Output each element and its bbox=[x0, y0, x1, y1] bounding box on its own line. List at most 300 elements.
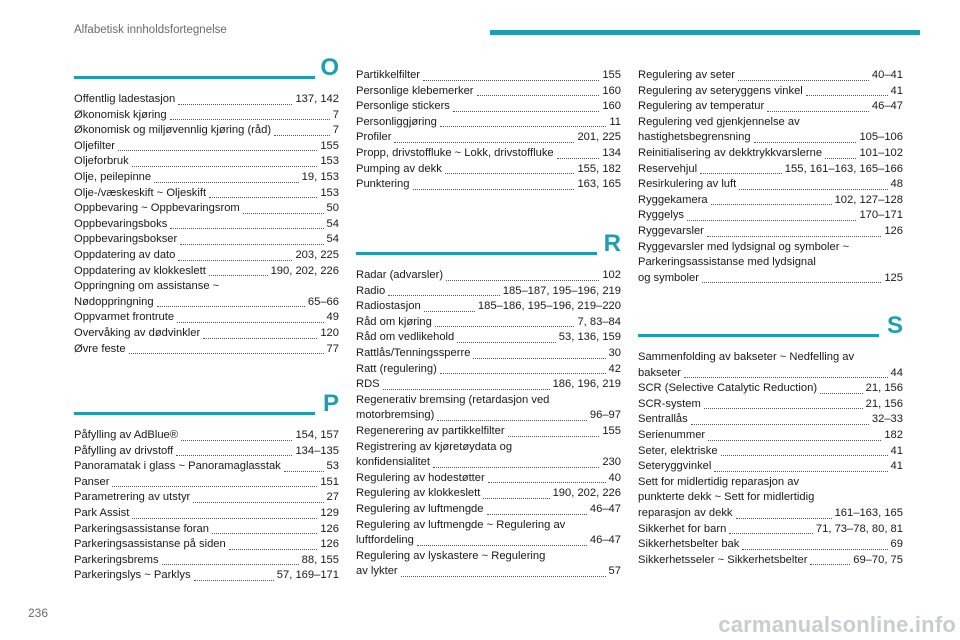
index-entry bbox=[74, 475, 339, 491]
index-entry-pages: 21, 156 bbox=[865, 382, 903, 395]
dot-leader bbox=[401, 575, 606, 577]
index-entry bbox=[356, 502, 621, 518]
index-entry-pages: 48 bbox=[890, 178, 903, 191]
index-entry bbox=[74, 342, 339, 358]
index-entry bbox=[638, 537, 903, 553]
dot-leader bbox=[806, 94, 888, 96]
dot-leader bbox=[433, 466, 599, 468]
index-entry-pages: 186, 196, 219 bbox=[552, 378, 621, 391]
section-letter: P bbox=[322, 390, 339, 417]
index-entry bbox=[74, 92, 339, 108]
dot-leader bbox=[810, 563, 850, 565]
index-entry bbox=[74, 490, 339, 506]
index-entry-text: Seteryggvinkel bbox=[638, 460, 712, 473]
header-accent-bar bbox=[490, 30, 920, 35]
dot-leader bbox=[112, 485, 317, 487]
index-entry-pages: 155 bbox=[602, 69, 621, 81]
index-entry-pages: 160 bbox=[602, 100, 621, 113]
index-entry-pages: 170–171 bbox=[859, 209, 903, 222]
index-entry-pages: 46–47 bbox=[589, 502, 621, 515]
index-entry bbox=[74, 232, 339, 248]
index-entry bbox=[356, 84, 621, 100]
index-entry-text: Økonomisk og miljøvennlig kjøring (råd) bbox=[74, 124, 272, 137]
index-entry bbox=[638, 522, 903, 538]
index-entry-pages: 54 bbox=[326, 217, 339, 230]
dot-leader bbox=[437, 419, 587, 421]
index-entry-pages: 151 bbox=[320, 475, 339, 488]
index-entry bbox=[356, 377, 621, 393]
index-entry bbox=[74, 170, 339, 186]
index-entry bbox=[74, 264, 339, 280]
index-entry bbox=[356, 115, 621, 131]
index-entry-text: Sentrallås bbox=[638, 413, 688, 426]
index-entry-pages: 161–163, 165 bbox=[834, 506, 903, 519]
index-entry-pages: 19, 153 bbox=[301, 170, 339, 183]
dot-leader bbox=[742, 548, 887, 550]
index-entry bbox=[638, 475, 903, 522]
index-entry-text: SCR (Selective Catalytic Reduction) bbox=[638, 382, 818, 395]
index-entry bbox=[356, 440, 621, 471]
index-entry-text: Offentlig ladestasjon bbox=[74, 93, 176, 105]
index-entry-pages: 155 bbox=[320, 139, 339, 152]
index-entry-text: Regulering av seteryggens vinkel bbox=[638, 84, 803, 97]
dot-leader bbox=[435, 325, 575, 327]
section-divider bbox=[638, 334, 879, 337]
index-entry bbox=[356, 268, 621, 284]
index-entry-text: Parametrering av utstyr bbox=[74, 491, 191, 504]
index-entry-text: Olje, peilepinne bbox=[74, 170, 152, 183]
index-entry bbox=[638, 115, 903, 146]
index-entry-pages: 126 bbox=[320, 538, 339, 551]
index-entry-text: Parkeringslys ~ Parklys bbox=[74, 569, 191, 582]
dot-leader bbox=[180, 243, 323, 245]
index-entry bbox=[356, 146, 621, 162]
index-entry-text-line: Regulering ved gjenkjennelse av bbox=[638, 115, 800, 128]
index-entry-pages: 163, 165 bbox=[577, 178, 621, 191]
index-entry bbox=[356, 99, 621, 115]
index-entry-text: Resirkulering av luft bbox=[638, 178, 737, 191]
index-entry-text-line: Regenerativ bremsing (retardasjon ved bbox=[356, 393, 550, 406]
dot-leader bbox=[707, 235, 881, 237]
dot-leader bbox=[820, 392, 863, 394]
index-entry-text: Oppbevaringsbokser bbox=[74, 233, 178, 246]
section-r bbox=[356, 230, 621, 580]
index-entry-text: Rattlås/Tenningssperre bbox=[356, 346, 471, 359]
index-entry-text: Serienummer bbox=[638, 428, 706, 441]
index-entry-text-line: Parkeringsassistanse med lydsignal bbox=[638, 256, 816, 269]
section-divider bbox=[74, 412, 315, 415]
index-entry bbox=[638, 193, 903, 209]
dot-leader bbox=[193, 501, 323, 503]
index-entry-text: Ryggevarsler bbox=[638, 224, 704, 237]
dot-leader bbox=[388, 294, 500, 296]
index-entry-text-line: Registrering av kjøretøydata og bbox=[356, 440, 513, 453]
index-entry-text: Økonomisk kjøring bbox=[74, 108, 167, 121]
index-entry-text: Øvre feste bbox=[74, 342, 126, 355]
dot-leader bbox=[700, 172, 782, 174]
dot-leader bbox=[767, 110, 869, 112]
index-entry bbox=[638, 397, 903, 413]
dot-leader bbox=[446, 279, 599, 281]
index-entry-pages: 153 bbox=[320, 186, 339, 199]
index-entry bbox=[74, 248, 339, 264]
index-entry-text-line: Oppringning om assistanse ~ bbox=[74, 280, 220, 293]
index-entry bbox=[356, 68, 621, 84]
dot-leader bbox=[132, 165, 318, 167]
dot-leader bbox=[754, 141, 857, 143]
index-entry-text: Råd om kjøring bbox=[356, 315, 432, 328]
dot-leader bbox=[212, 532, 317, 534]
index-entry-text: Panoramatak i glass ~ Panoramaglasstak bbox=[74, 460, 281, 473]
index-entry-pages: 44 bbox=[890, 366, 903, 379]
index-entry-pages: 125 bbox=[884, 271, 903, 284]
section-s bbox=[638, 312, 903, 568]
index-entry bbox=[356, 424, 621, 440]
index-entry bbox=[638, 99, 903, 115]
dot-leader bbox=[457, 341, 556, 343]
dot-leader bbox=[825, 157, 856, 159]
index-entry-pages: 7, 83–84 bbox=[577, 315, 621, 328]
index-entry-pages: 190, 202, 226 bbox=[552, 487, 621, 500]
index-entry bbox=[638, 240, 903, 287]
dot-leader bbox=[445, 172, 575, 174]
index-entry bbox=[356, 330, 621, 346]
index-entry bbox=[638, 444, 903, 460]
dot-leader bbox=[178, 259, 292, 261]
index-entry bbox=[638, 412, 903, 428]
index-entry bbox=[356, 130, 621, 146]
index-entry-text: motorbremsing) bbox=[356, 409, 435, 422]
dot-leader bbox=[714, 470, 887, 472]
index-entry-pages: 77 bbox=[326, 342, 339, 355]
header-title: Alfabetisk innholdsfortegnelse bbox=[74, 24, 227, 36]
index-entry bbox=[638, 68, 903, 84]
index-entry-pages: 137, 142 bbox=[295, 93, 339, 105]
index-entry-pages: 230 bbox=[602, 456, 621, 469]
dot-leader bbox=[243, 212, 324, 214]
index-entry-pages: 46–47 bbox=[589, 534, 621, 547]
index-entry-pages: 129 bbox=[320, 506, 339, 519]
index-entry-text: Regulering av hodestøtter bbox=[356, 471, 485, 484]
index-entry bbox=[74, 326, 339, 342]
index-entry-text: Oppvarmet frontrute bbox=[74, 311, 175, 324]
dot-leader bbox=[702, 281, 881, 283]
dot-leader bbox=[181, 439, 292, 441]
index-entry-pages: 182 bbox=[884, 428, 903, 441]
index-entry-pages: 53 bbox=[326, 460, 339, 473]
index-entry bbox=[356, 284, 621, 300]
index-entry-text: Radio bbox=[356, 284, 386, 297]
dot-leader bbox=[178, 103, 292, 105]
index-entry-text: Punktering bbox=[356, 178, 410, 191]
index-entry bbox=[356, 299, 621, 315]
index-entry-text: Regulering av temperatur bbox=[638, 100, 765, 113]
section-divider bbox=[74, 76, 315, 79]
index-entry bbox=[74, 186, 339, 202]
index-entry-pages: 41 bbox=[890, 444, 903, 457]
index-entry-pages: 53, 136, 159 bbox=[558, 331, 621, 344]
index-entry-text: luftfordeling bbox=[356, 534, 414, 547]
index-entry-text: Panser bbox=[74, 475, 110, 488]
dot-leader bbox=[424, 310, 475, 312]
index-entry-pages: 27 bbox=[326, 491, 339, 504]
index-entry-text: Parkeringsbrems bbox=[74, 553, 159, 566]
index-entry-text: Regenerering av partikkelfilter bbox=[356, 424, 505, 437]
index-entry bbox=[638, 428, 903, 444]
dot-leader bbox=[721, 454, 888, 456]
index-entry-text: Pumping av dekk bbox=[356, 162, 442, 175]
dot-leader bbox=[157, 305, 305, 307]
index-entry-pages: 30 bbox=[608, 346, 621, 359]
index-entry-text: Reinitialisering av dekktrykkvarslerne bbox=[638, 146, 823, 159]
index-entry-text-line: Sammenfolding av bakseter ~ Nedfelling av bbox=[638, 351, 855, 363]
index-entry-text: Påfylling av drivstoff bbox=[74, 444, 174, 457]
index-entry bbox=[74, 537, 339, 553]
dot-leader bbox=[394, 141, 574, 143]
index-entry bbox=[356, 518, 621, 549]
index-entry-pages: 185–187, 195–196, 219 bbox=[502, 284, 621, 297]
index-entry-pages: 65–66 bbox=[307, 295, 339, 308]
index-entry-pages: 105–106 bbox=[859, 131, 903, 144]
index-entry bbox=[638, 224, 903, 240]
index-entry-text: reparasjon av dekk bbox=[638, 506, 733, 519]
dot-leader bbox=[383, 388, 550, 390]
dot-leader bbox=[739, 188, 887, 190]
dot-leader bbox=[508, 435, 600, 437]
dot-leader bbox=[704, 407, 863, 409]
index-entry-text: hastighetsbegrensning bbox=[638, 131, 751, 144]
index-entry-text: Regulering av seter bbox=[638, 69, 736, 81]
dot-leader bbox=[118, 149, 317, 151]
index-entry-text: av lykter bbox=[356, 565, 398, 578]
dot-leader bbox=[170, 227, 323, 229]
index-entry bbox=[638, 350, 903, 381]
index-entry bbox=[638, 208, 903, 224]
dot-leader bbox=[691, 423, 869, 425]
dot-leader bbox=[738, 79, 869, 81]
index-entry-pages: 120 bbox=[320, 326, 339, 339]
index-entry-text-line: Regulering av lyskastere ~ Regulering bbox=[356, 549, 546, 562]
dot-leader bbox=[453, 110, 599, 112]
dot-leader bbox=[129, 352, 324, 354]
index-entry bbox=[74, 108, 339, 124]
index-entry-pages: 155 bbox=[602, 424, 621, 437]
index-entry-pages: 185–186, 195–196, 219–220 bbox=[477, 300, 621, 313]
index-entry bbox=[74, 279, 339, 310]
dot-leader bbox=[229, 548, 318, 550]
dot-leader bbox=[170, 118, 330, 120]
index-entry-text: Partikkelfilter bbox=[356, 69, 421, 81]
section-r-continued bbox=[638, 68, 903, 286]
index-entry-text: Parkeringsassistanse foran bbox=[74, 522, 209, 535]
index-entry-pages: 40–41 bbox=[871, 69, 903, 81]
index-entry bbox=[638, 553, 903, 569]
watermark: carmanualsonline.info bbox=[718, 612, 956, 637]
index-entry-pages: 40 bbox=[608, 471, 621, 484]
index-entry bbox=[74, 139, 339, 155]
index-entry-text: Parkeringsassistanse på siden bbox=[74, 538, 226, 551]
index-entry-text: Oppdatering av dato bbox=[74, 248, 176, 261]
index-entry bbox=[74, 123, 339, 139]
index-entry-pages: 46–47 bbox=[871, 100, 903, 113]
index-entry-text: Ryggelys bbox=[638, 209, 685, 222]
index-entry-text: Olje-/væskeskift ~ Oljeskift bbox=[74, 186, 207, 199]
section-letter: S bbox=[886, 312, 903, 339]
index-entry-text: Profiler bbox=[356, 131, 392, 144]
index-entry-pages: 7 bbox=[332, 124, 339, 137]
index-entry-text: Personliggjøring bbox=[356, 115, 437, 128]
section-divider bbox=[356, 252, 597, 255]
index-entry-text-line: Ryggevarsler med lydsignal og symboler ~ bbox=[638, 240, 850, 253]
index-entry-text: Ryggekamera bbox=[638, 193, 708, 206]
index-entry-text: Personlige klebemerker bbox=[356, 84, 474, 97]
index-entry bbox=[74, 444, 339, 460]
dot-leader bbox=[203, 337, 317, 339]
index-entry bbox=[356, 393, 621, 424]
index-entry-pages: 190, 202, 226 bbox=[270, 264, 339, 277]
index-entry-pages: 50 bbox=[326, 202, 339, 215]
index-entry-pages: 42 bbox=[608, 362, 621, 375]
dot-leader bbox=[557, 157, 600, 159]
dot-leader bbox=[483, 497, 549, 499]
dot-leader bbox=[440, 125, 607, 127]
index-entry-pages: 69 bbox=[890, 538, 903, 551]
index-entry-text: Propp, drivstoffluke ~ Lokk, drivstoffluke bbox=[356, 146, 554, 159]
index-entry-pages: 126 bbox=[320, 522, 339, 535]
dot-leader bbox=[736, 517, 832, 519]
index-entry bbox=[74, 522, 339, 538]
index-entry-pages: 32–33 bbox=[871, 413, 903, 426]
section-o bbox=[74, 54, 339, 357]
index-entry bbox=[74, 428, 339, 444]
index-entry-pages: 201, 225 bbox=[577, 131, 621, 144]
index-entry-pages: 57, 169–171 bbox=[276, 569, 339, 582]
index-entry-pages: 7 bbox=[332, 108, 339, 121]
dot-leader bbox=[413, 188, 575, 190]
index-entry-pages: 203, 225 bbox=[295, 248, 339, 261]
dot-leader bbox=[194, 579, 274, 581]
index-entry bbox=[638, 459, 903, 475]
index-entry-text: Sikkerhetsbelter bak bbox=[638, 538, 740, 551]
dot-leader bbox=[274, 134, 330, 136]
index-entry bbox=[356, 486, 621, 502]
index-entry-text: RDS bbox=[356, 378, 380, 391]
dot-leader bbox=[284, 470, 324, 472]
index-entry-text: Seter, elektriske bbox=[638, 444, 718, 457]
section-p bbox=[74, 390, 339, 584]
index-entry bbox=[74, 459, 339, 475]
index-entry bbox=[638, 84, 903, 100]
index-entry-text: SCR-system bbox=[638, 397, 701, 410]
page-number: 236 bbox=[28, 606, 49, 620]
index-entry bbox=[356, 471, 621, 487]
index-entry-pages: 155, 161–163, 165–166 bbox=[784, 162, 903, 175]
index-entry bbox=[638, 177, 903, 193]
index-entry-text: Sikkerhet for barn bbox=[638, 522, 727, 535]
dot-leader bbox=[687, 219, 856, 221]
section-p-continued bbox=[356, 68, 621, 193]
section-letter: O bbox=[320, 54, 339, 81]
dot-leader bbox=[423, 79, 599, 81]
index-entry-text: Reservehjul bbox=[638, 162, 698, 175]
dot-leader bbox=[177, 321, 323, 323]
index-entry-pages: 102, 127–128 bbox=[834, 193, 903, 206]
index-entry-text-line: Sett for midlertidig reparasjon av bbox=[638, 475, 800, 488]
index-entry bbox=[74, 154, 339, 170]
index-entry-text: Ratt (regulering) bbox=[356, 362, 437, 375]
index-entry-pages: 11 bbox=[609, 115, 621, 128]
index-entry bbox=[74, 201, 339, 217]
dot-leader bbox=[176, 454, 292, 456]
index-entry bbox=[356, 549, 621, 580]
dot-leader bbox=[440, 372, 606, 374]
index-entry-text: Oppbevaring ~ Oppbevaringsrom bbox=[74, 202, 240, 215]
index-entry-text: Regulering av klokkeslett bbox=[356, 487, 481, 500]
index-entry-pages: 69–70, 75 bbox=[853, 553, 903, 566]
index-entry-pages: 41 bbox=[890, 84, 903, 97]
index-entry-text: Påfylling av AdBlue® bbox=[74, 429, 179, 441]
index-entry-pages: 134 bbox=[602, 146, 621, 159]
dot-leader bbox=[711, 203, 832, 205]
dot-leader bbox=[209, 274, 268, 276]
index-entry-text: Personlige stickers bbox=[356, 100, 450, 113]
index-entry-pages: 21, 156 bbox=[865, 397, 903, 410]
index-entry-pages: 96–97 bbox=[589, 409, 621, 422]
index-entry-text: bakseter bbox=[638, 366, 681, 379]
dot-leader bbox=[154, 181, 299, 183]
index-entry-pages: 154, 157 bbox=[295, 429, 339, 441]
index-entry-text: Oppbevaringsboks bbox=[74, 217, 168, 230]
index-entry-text: Oljefilter bbox=[74, 139, 116, 152]
index-entry-text: Nødoppringning bbox=[74, 295, 154, 308]
index-entry-text: Råd om vedlikehold bbox=[356, 331, 455, 344]
section-letter: R bbox=[603, 230, 621, 257]
index-entry-text: Oppdatering av klokkeslett bbox=[74, 264, 206, 277]
index-entry bbox=[638, 381, 903, 397]
index-entry-pages: 160 bbox=[602, 84, 621, 97]
index-entry-text: Sikkerhetsseler ~ Sikkerhetsbelter bbox=[638, 553, 808, 566]
dot-leader bbox=[477, 94, 600, 96]
index-entry-pages: 71, 73–78, 80, 81 bbox=[815, 522, 903, 535]
index-entry-text-line: punkterte dekk ~ Sett for midlertidig bbox=[638, 491, 815, 504]
dot-leader bbox=[162, 563, 299, 565]
dot-leader bbox=[708, 439, 881, 441]
dot-leader bbox=[209, 196, 317, 198]
index-entry-pages: 54 bbox=[326, 233, 339, 246]
index-entry-text-line: Regulering av luftmengde ~ Regulering av bbox=[356, 518, 566, 531]
dot-leader bbox=[488, 481, 606, 483]
dot-leader bbox=[684, 376, 888, 378]
index-entry-text: Overvåking av dødvinkler bbox=[74, 326, 201, 339]
index-entry-text: Regulering av luftmengde bbox=[356, 502, 484, 515]
index-entry bbox=[356, 177, 621, 193]
index-entry bbox=[74, 310, 339, 326]
index-entry bbox=[356, 362, 621, 378]
index-entry-pages: 41 bbox=[890, 460, 903, 473]
index-entry bbox=[356, 346, 621, 362]
dot-leader bbox=[729, 532, 813, 534]
index-entry-pages: 134–135 bbox=[295, 444, 339, 457]
index-entry bbox=[74, 506, 339, 522]
index-entry bbox=[74, 217, 339, 233]
index-entry-text: og symboler bbox=[638, 271, 699, 284]
index-entry bbox=[638, 146, 903, 162]
index-entry-pages: 126 bbox=[884, 224, 903, 237]
index-entry-pages: 102 bbox=[602, 269, 621, 281]
index-entry bbox=[74, 568, 339, 584]
index-entry-text: konfidensialitet bbox=[356, 456, 431, 469]
dot-leader bbox=[473, 357, 605, 359]
